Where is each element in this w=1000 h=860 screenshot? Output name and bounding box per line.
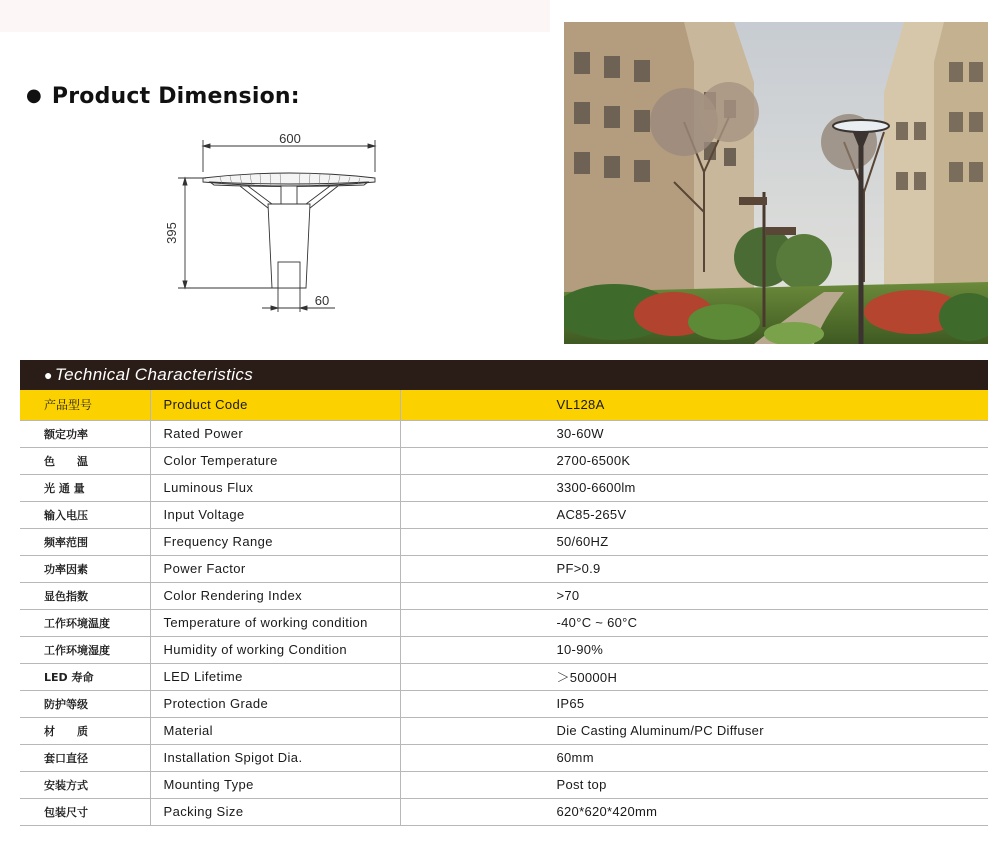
spec-value: Die Casting Aluminum/PC Diffuser: [400, 717, 988, 744]
en-label: Packing Size: [150, 798, 400, 825]
height-dimension-label: 395: [164, 222, 179, 244]
product-dimension-heading: [26, 84, 300, 109]
en-label: Luminous Flux: [150, 474, 400, 501]
spec-value: 3300-6600lm: [400, 474, 988, 501]
spec-value: AC85-265V: [400, 501, 988, 528]
cn-label: 频率范围: [20, 528, 150, 555]
en-label: Color Temperature: [150, 447, 400, 474]
table-row: [20, 501, 988, 528]
spec-value: 50/60HZ: [400, 528, 988, 555]
technical-characteristics-title: Technical Characteristics: [54, 365, 254, 384]
product-dimension-title: Product Dimension:: [51, 84, 300, 109]
table-row: [20, 447, 988, 474]
cn-label: 材 质: [20, 717, 150, 744]
table-row: [20, 717, 988, 744]
table-row: [20, 555, 988, 582]
cn-label: 工作环境温度: [20, 609, 150, 636]
spec-value: 30-60W: [400, 420, 988, 447]
dimension-drawing: [150, 128, 410, 320]
spec-value: 60mm: [400, 744, 988, 771]
en-label: Temperature of working condition: [150, 609, 400, 636]
cn-label: 色 温: [20, 447, 150, 474]
table-row: [20, 528, 988, 555]
spec-value: -40°C ~ 60°C: [400, 609, 988, 636]
cn-label: 输入电压: [20, 501, 150, 528]
table-row: [20, 582, 988, 609]
en-label: Material: [150, 717, 400, 744]
en-label: Protection Grade: [150, 690, 400, 717]
cn-label: 工作环境湿度: [20, 636, 150, 663]
table-row: [20, 636, 988, 663]
spigot-dimension-label: 60: [314, 293, 330, 308]
table-row: [20, 690, 988, 717]
cn-label: 安装方式: [20, 771, 150, 798]
cn-label: 额定功率: [20, 420, 150, 447]
bullet-icon: ●: [26, 85, 42, 106]
en-label: Humidity of working Condition: [150, 636, 400, 663]
table-row: [20, 663, 988, 690]
table-row: [20, 474, 988, 501]
cn-label: 功率因素: [20, 555, 150, 582]
spec-value: 10-90%: [400, 636, 988, 663]
spec-value: 620*620*420mm: [400, 798, 988, 825]
table-row: [20, 771, 988, 798]
spec-value: IP65: [400, 690, 988, 717]
cn-label: LED 寿命: [20, 663, 150, 690]
table-row: [20, 420, 988, 447]
spec-value: VL128A: [400, 390, 988, 420]
table-row: [20, 609, 988, 636]
cn-label: 包装尺寸: [20, 798, 150, 825]
en-label: Mounting Type: [150, 771, 400, 798]
en-label: Installation Spigot Dia.: [150, 744, 400, 771]
product-code-row: [20, 390, 988, 420]
technical-characteristics-header: [20, 360, 988, 390]
cn-label: 显色指数: [20, 582, 150, 609]
table-row: [20, 798, 988, 825]
spec-value: >70: [400, 582, 988, 609]
en-label: Frequency Range: [150, 528, 400, 555]
product-photo: [564, 22, 988, 344]
en-label: Power Factor: [150, 555, 400, 582]
cn-label: 光 通 量: [20, 474, 150, 501]
en-label: Product Code: [150, 390, 400, 420]
spec-value: PF>0.9: [400, 555, 988, 582]
en-label: Rated Power: [150, 420, 400, 447]
spec-value: 2700-6500K: [400, 447, 988, 474]
top-strip: [0, 0, 550, 32]
spec-value: Post top: [400, 771, 988, 798]
width-dimension-label: 600: [279, 131, 301, 146]
table-row: [20, 744, 988, 771]
bullet-icon: ●: [44, 367, 53, 383]
cn-label: 套口直径: [20, 744, 150, 771]
specification-table: [20, 390, 988, 826]
spec-value: ＞50000H: [400, 663, 988, 690]
cn-label: 防护等级: [20, 690, 150, 717]
en-label: Color Rendering Index: [150, 582, 400, 609]
cn-label: 产品型号: [20, 390, 150, 420]
en-label: LED Lifetime: [150, 663, 400, 690]
en-label: Input Voltage: [150, 501, 400, 528]
